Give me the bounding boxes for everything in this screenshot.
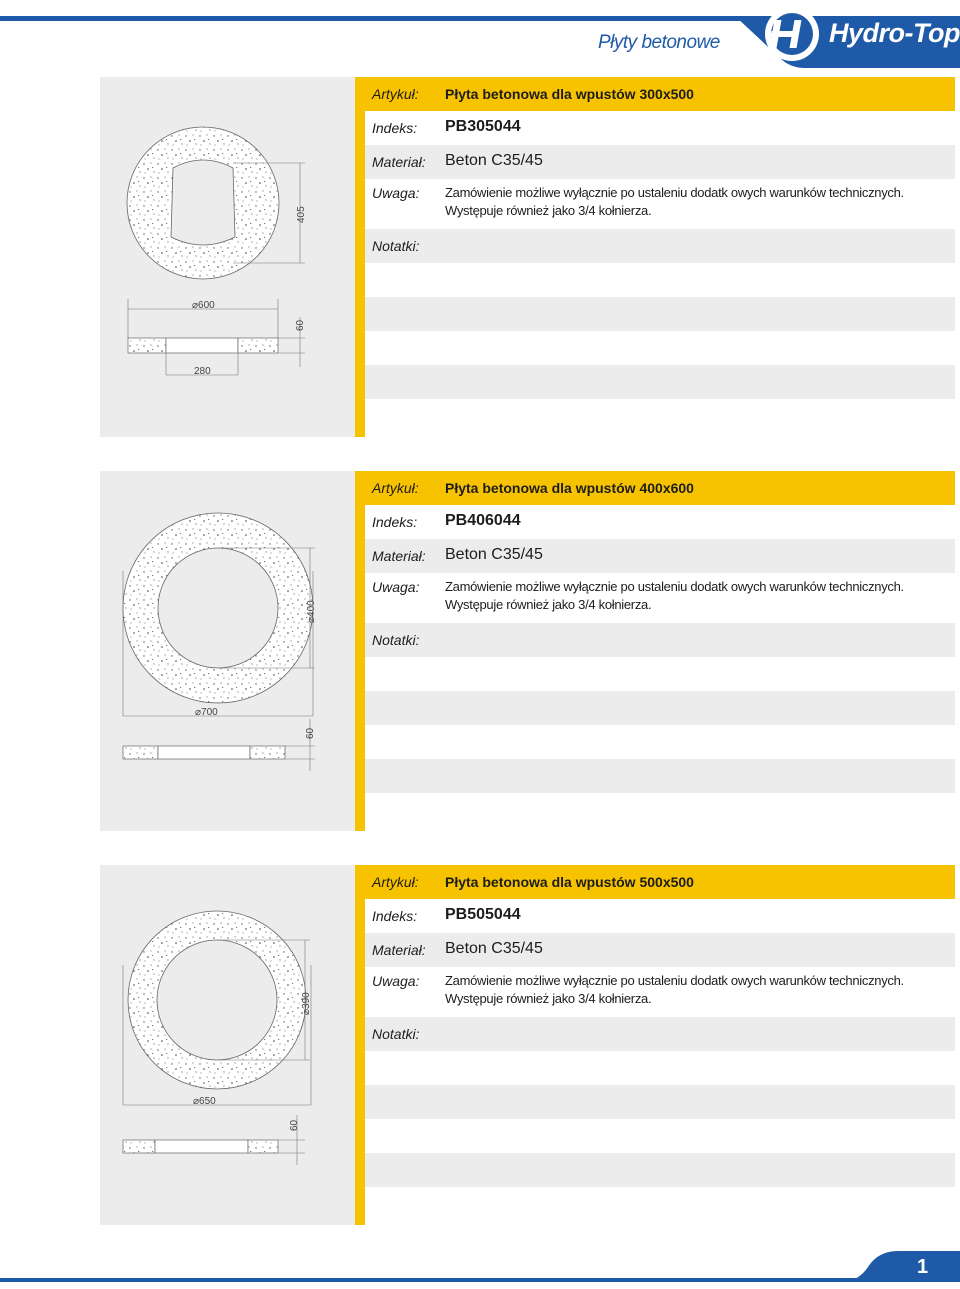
notes-line	[365, 365, 955, 399]
notes-line	[365, 691, 955, 725]
note-value	[445, 972, 904, 1008]
note-row	[365, 967, 955, 1017]
product-card-2	[100, 471, 955, 831]
brand-name: Hydro-Top	[829, 18, 960, 48]
page-number: 1	[917, 1256, 929, 1278]
section-title: Płyty betonowe	[598, 32, 720, 53]
material-label: Materiał:	[372, 942, 426, 958]
article-value: Płyta betonowa dla wpustów 300x500	[445, 86, 694, 102]
note-label: Uwaga:	[372, 579, 420, 595]
index-value: PB305044	[445, 118, 521, 135]
notes-line	[365, 1187, 955, 1225]
dim-thickness-1: 60	[295, 319, 306, 331]
index-value: PB505044	[445, 906, 521, 923]
notes-line	[365, 1085, 955, 1119]
note-line-1: Zamówienie możliwe wyłącznie po ustaleniu dodatk owych warunków technicznych.	[445, 973, 904, 988]
note-line-2: Występuje również jako 3/4 kołnierza.	[445, 597, 652, 612]
material-value: Beton C35/45	[445, 152, 543, 169]
notes-line	[365, 1119, 955, 1153]
note-value	[445, 578, 904, 614]
material-label: Materiał:	[372, 548, 426, 564]
notes-line	[365, 657, 955, 691]
material-label: Materiał:	[372, 154, 426, 170]
product-card-3	[100, 865, 955, 1225]
article-label: Artykuł:	[372, 480, 419, 496]
notes-label: Notatki:	[372, 238, 420, 254]
notes-row	[365, 623, 955, 657]
dim-inner-2: ⌀400	[306, 600, 317, 623]
notes-line	[365, 1153, 955, 1187]
material-row	[365, 539, 955, 573]
accent-bar	[355, 865, 365, 1225]
notes-row	[365, 229, 955, 263]
notes-label: Notatki:	[372, 632, 420, 648]
article-value: Płyta betonowa dla wpustów 400x600	[445, 480, 694, 496]
material-value: Beton C35/45	[445, 940, 543, 957]
index-label: Indeks:	[372, 514, 418, 530]
brand-logo-icon	[765, 7, 819, 61]
article-label: Artykuł:	[372, 874, 419, 890]
note-line-2: Występuje również jako 3/4 kołnierza.	[445, 203, 652, 218]
notes-line	[365, 725, 955, 759]
dim-thickness-3: 60	[289, 1119, 300, 1131]
index-label: Indeks:	[372, 120, 418, 136]
index-row	[365, 111, 955, 145]
dim-outer-2: ⌀700	[195, 707, 218, 718]
article-row	[365, 77, 955, 111]
footer-line	[0, 1278, 960, 1282]
index-row	[365, 505, 955, 539]
note-row	[365, 179, 955, 229]
index-value: PB406044	[445, 512, 521, 529]
index-row	[365, 899, 955, 933]
note-value	[445, 184, 904, 220]
notes-line	[365, 297, 955, 331]
page-number-tab	[840, 1251, 960, 1282]
accent-bar	[355, 471, 365, 831]
article-label: Artykuł:	[372, 86, 419, 102]
dim-outer-3: ⌀650	[193, 1096, 216, 1107]
note-label: Uwaga:	[372, 185, 420, 201]
notes-label: Notatki:	[372, 1026, 420, 1042]
accent-bar	[355, 77, 365, 437]
technical-drawing-3	[100, 865, 355, 1225]
note-line-1: Zamówienie możliwe wyłącznie po ustaleniu dodatk owych warunków technicznych.	[445, 185, 904, 200]
notes-line	[365, 759, 955, 793]
note-label: Uwaga:	[372, 973, 420, 989]
technical-drawing-2	[100, 471, 355, 831]
notes-line	[365, 399, 955, 437]
index-label: Indeks:	[372, 908, 418, 924]
article-row	[365, 865, 955, 899]
dim-thickness-2: 60	[305, 727, 316, 739]
note-line-2: Występuje również jako 3/4 kołnierza.	[445, 991, 652, 1006]
material-row	[365, 933, 955, 967]
dim-inner-1: 405	[296, 206, 307, 223]
note-line-1: Zamówienie możliwe wyłącznie po ustaleniu dodatk owych warunków technicznych.	[445, 579, 904, 594]
dim-inner-3: ⌀390	[301, 992, 312, 1015]
article-row	[365, 471, 955, 505]
notes-line	[365, 263, 955, 297]
technical-drawing-1	[100, 77, 355, 437]
notes-line	[365, 793, 955, 831]
material-row	[365, 145, 955, 179]
product-card-1	[100, 77, 955, 437]
dim-opening-1: 280	[194, 366, 211, 377]
notes-line	[365, 331, 955, 365]
material-value: Beton C35/45	[445, 546, 543, 563]
notes-row	[365, 1017, 955, 1051]
notes-line	[365, 1051, 955, 1085]
dim-outer-1: ⌀600	[192, 300, 215, 311]
note-row	[365, 573, 955, 623]
article-value: Płyta betonowa dla wpustów 500x500	[445, 874, 694, 890]
